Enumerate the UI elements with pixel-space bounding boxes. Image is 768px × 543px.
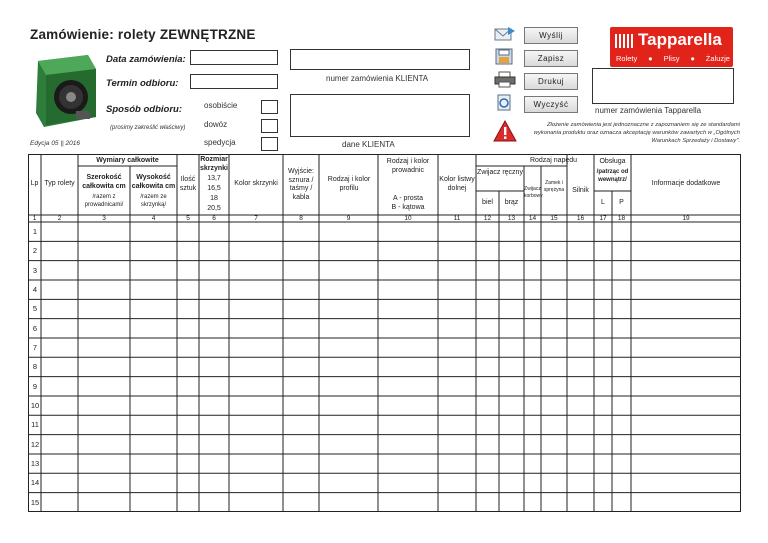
column-number: 11 — [453, 215, 461, 222]
guides-option: A - prosta — [393, 195, 423, 202]
header-height-note: /razem ze skrzynką/ — [140, 194, 167, 208]
bullet-icon: ● — [690, 54, 695, 63]
row-number: 5 — [32, 304, 38, 314]
header-right: P — [619, 199, 624, 206]
table-row[interactable] — [41, 415, 741, 434]
order-date-field[interactable] — [190, 50, 278, 65]
column-number: 7 — [254, 215, 258, 222]
table-row[interactable] — [41, 396, 741, 415]
table-row[interactable] — [41, 222, 741, 241]
bullet-icon: ● — [648, 54, 653, 63]
column-number: 5 — [186, 215, 190, 222]
option-shipping-checkbox[interactable] — [261, 137, 278, 151]
column-number: 16 — [576, 215, 585, 222]
box-size-value: 13,7 — [207, 175, 221, 182]
clear-icon[interactable] — [494, 94, 516, 111]
client-order-number-field[interactable] — [290, 49, 470, 70]
header-profile: Rodzaj i kolor profilu — [327, 176, 371, 192]
row-number: 1 — [32, 227, 38, 236]
box-size-value: 20,5 — [207, 205, 221, 212]
printer-icon[interactable] — [494, 71, 516, 88]
row-number: 2 — [32, 246, 38, 256]
warning-icon — [493, 120, 517, 142]
page-title: Zamówienie: rolety ZEWNĘTRZNE — [30, 27, 256, 42]
product-image — [30, 51, 100, 131]
option-personal-checkbox[interactable] — [261, 100, 278, 114]
header-box-size: Rozmiar skrzynki — [199, 156, 229, 172]
order-notice: Złożenie zamówienia jest jednoznaczne z zapoznaniem się ze standardami wykonania produktu oraz oznacza akceptację warunków zawartych w „Ogólnych Warunkach Sprzedaży i Dostawy". — [533, 122, 740, 144]
table-row[interactable] — [41, 241, 741, 260]
row-number: 8 — [32, 362, 38, 372]
tagline-item: Rolety — [616, 54, 638, 63]
option-label-shipping: spedycja — [204, 138, 236, 147]
send-button[interactable]: Wyślij — [524, 27, 578, 44]
tagline-item: Plisy — [663, 54, 680, 63]
header-operation-note: /patrząc od wewnątrz/ — [596, 169, 629, 183]
pickup-method-label: Sposób odbioru: — [106, 104, 182, 115]
row-number: 11 — [31, 420, 39, 430]
column-number: 12 — [483, 215, 492, 222]
column-number: 2 — [57, 215, 62, 222]
table-row[interactable] — [41, 280, 741, 299]
client-data-field[interactable] — [290, 94, 470, 137]
column-number: 9 — [346, 215, 351, 222]
table-row[interactable] — [41, 454, 741, 473]
header-drive-type: Rodzaj napędu — [529, 157, 578, 164]
pickup-date-field[interactable] — [190, 74, 278, 89]
column-number: 18 — [617, 215, 626, 222]
tapparella-order-number-label: numer zamówienia Tapparella — [595, 106, 702, 115]
brand-tagline — [616, 54, 730, 63]
tagline-item: Żaluzje — [705, 54, 730, 63]
print-button[interactable]: Drukuj — [524, 73, 578, 90]
table-row[interactable] — [41, 261, 741, 280]
tapparella-order-number-field[interactable] — [592, 68, 734, 104]
header-lp: Lp — [30, 180, 39, 187]
row-number: 14 — [30, 478, 40, 488]
column-number: 14 — [528, 215, 537, 222]
brand-name: Tapparella — [638, 30, 722, 49]
client-order-number-label: numer zamówienia KLIENTA — [326, 74, 429, 83]
header-width-note: /razem z prowadnicami/ — [84, 194, 124, 208]
clear-button[interactable]: Wyczyść — [524, 96, 578, 113]
order-table — [28, 154, 741, 512]
header-white: biel — [482, 199, 493, 206]
order-date-label: Data zamówienia: — [106, 54, 186, 65]
guides-options — [380, 194, 436, 212]
edition-label: Edycja 05 || 2016 — [30, 140, 80, 147]
header-type: Typ rolety — [44, 180, 75, 187]
guides-option: B - kątowa — [391, 204, 425, 211]
brand-mark-icon — [614, 32, 638, 50]
table-row[interactable] — [41, 338, 741, 357]
option-label-personal: osobiście — [204, 101, 238, 110]
header-quantity: Ilość sztuk — [179, 176, 197, 192]
row-number: 4 — [32, 284, 38, 294]
box-size-value: 16,5 — [207, 185, 221, 192]
box-size-value: 18 — [210, 195, 218, 202]
table-row[interactable] — [41, 319, 741, 338]
header-additional-info: Informacje dodatkowe — [651, 180, 721, 187]
header-bottom-bar-color: Kolor listwy dolnej — [439, 176, 475, 192]
header-height: Wysokość całkowita cm — [131, 174, 176, 190]
row-number: 3 — [32, 265, 38, 275]
table-row[interactable] — [41, 299, 741, 318]
table-row[interactable] — [41, 473, 741, 492]
column-number: 13 — [507, 215, 516, 222]
row-number: 7 — [32, 342, 38, 352]
save-icon[interactable] — [494, 48, 516, 65]
row-number: 15 — [30, 497, 40, 507]
brand-logo — [610, 27, 733, 67]
header-operation: Obsługa — [599, 158, 626, 165]
row-number: 12 — [30, 439, 40, 449]
header-manual-winder: Zwijacz ręczny — [477, 169, 523, 176]
option-label-delivery: dowóz — [204, 120, 228, 129]
table-row[interactable] — [41, 435, 741, 454]
column-number: 19 — [682, 215, 690, 222]
save-button[interactable]: Zapisz — [524, 50, 578, 67]
pickup-method-hint: (prosimy zakreślić właściwy) — [110, 125, 186, 131]
option-delivery-checkbox[interactable] — [261, 119, 278, 133]
table-row[interactable] — [41, 493, 741, 512]
client-data-label: dane KLIENTA — [342, 140, 395, 149]
header-crank-winder: Zwijacz korbowy — [524, 186, 543, 199]
column-number: 6 — [212, 215, 216, 222]
row-number: 13 — [30, 458, 40, 468]
header-motor: Silnik — [572, 187, 589, 194]
header-lock-spring: Zamek i sprężyna — [543, 180, 565, 193]
header-guides: Rodzaj i kolor prowadnic — [386, 158, 430, 174]
pickup-date-label: Termin odbioru: — [106, 78, 179, 89]
row-number: 6 — [32, 323, 38, 333]
column-number: 8 — [299, 215, 303, 222]
box-size-values — [199, 174, 229, 214]
column-number: 1 — [32, 215, 37, 222]
header-left: L — [601, 199, 605, 206]
column-number: 15 — [550, 215, 558, 222]
header-brown: brąz — [504, 199, 519, 206]
send-mail-icon[interactable] — [494, 25, 516, 42]
header-box-color: Kolor skrzynki — [234, 180, 278, 187]
column-number: 3 — [102, 215, 106, 222]
header-exit: Wyjście: sznura / taśmy / kabla — [288, 168, 314, 201]
column-number: 4 — [151, 215, 156, 222]
column-number: 17 — [599, 215, 607, 222]
header-dimensions: Wymiary całkowite — [96, 157, 159, 164]
table-row[interactable] — [41, 357, 741, 376]
column-number: 10 — [404, 215, 412, 222]
table-row[interactable] — [41, 377, 741, 396]
row-number: 10 — [30, 400, 40, 410]
header-width: Szerokość całkowita cm — [82, 174, 126, 190]
row-number: 9 — [32, 381, 38, 391]
